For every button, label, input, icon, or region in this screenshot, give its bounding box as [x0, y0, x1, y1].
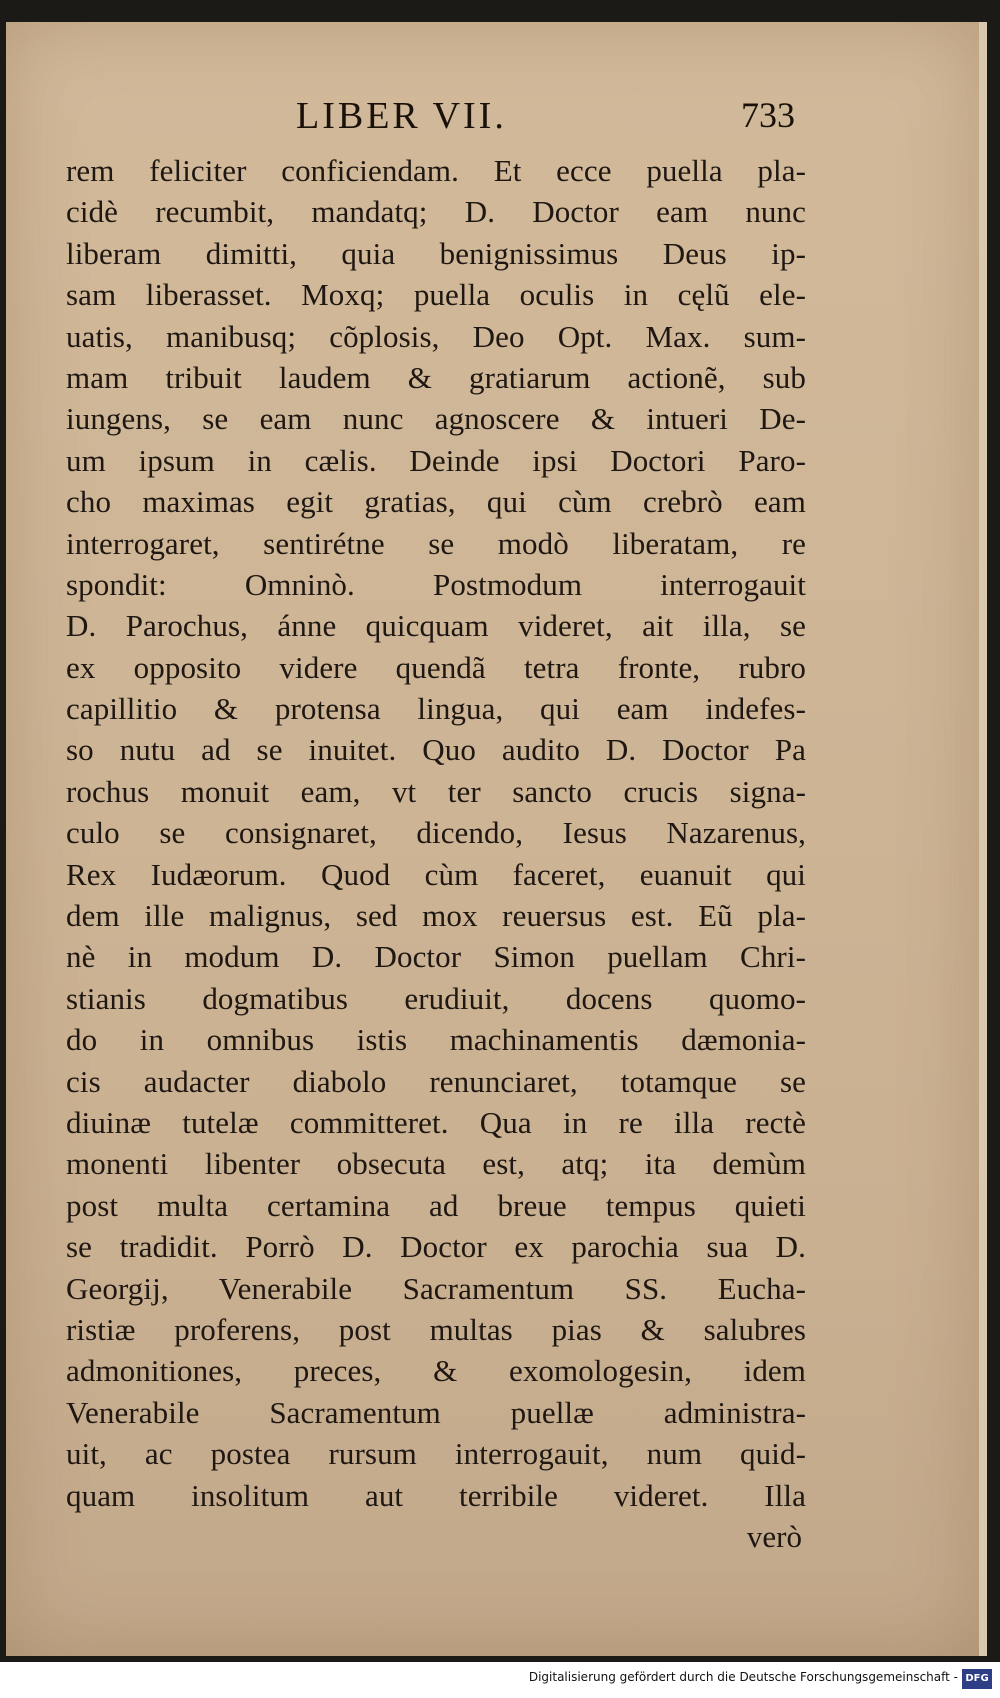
text-line: sam liberasset. Moxq; puella oculis in cęlũ ele- — [66, 277, 806, 313]
text-line: ristiæ proferens, post multas pias & salubres — [66, 1311, 806, 1347]
text-line: stianis dogmatibus erudiuit, docens quomo- — [66, 980, 806, 1016]
text-line: ex opposito videre quendã tetra fronte, rubro — [66, 649, 806, 685]
text-line: interrogaret, sentirétne se modò liberatam, re — [66, 525, 806, 561]
page-number: 733 — [741, 95, 795, 135]
text-line: so nutu ad se inuitet. Quo audito D. Doctor Pa — [66, 732, 806, 768]
text-line: do in omnibus istis machinamentis dæmonia- — [66, 1022, 806, 1058]
text-line: spondit: Omninò. Postmodum interrogauit — [66, 566, 806, 602]
text-line: monenti libenter obsecuta est, atq; ita demùm — [66, 1146, 806, 1182]
dfg-logo: DFG — [962, 1669, 992, 1689]
text-line: D. Parochus, ánne quicquam videret, ait illa, se — [66, 608, 806, 644]
text-line: Georgij, Venerabile Sacramentum SS. Eucha- — [66, 1270, 806, 1306]
text-line: diuinæ tutelæ committeret. Qua in re illa rectè — [66, 1104, 806, 1140]
text-line: admonitiones, preces, & exomologesin, idem — [66, 1353, 806, 1389]
text-line: cho maximas egit gratias, qui cùm crebrò eam — [66, 484, 806, 520]
text-line: se tradidit. Porrò D. Doctor ex parochia sua D. — [66, 1229, 806, 1265]
text-line: dem ille malignus, sed mox reuersus est. Eũ pla- — [66, 898, 806, 934]
text-line: nè in modum D. Doctor Simon puellam Chri- — [66, 939, 806, 975]
funding-credit: Digitalisierung gefördert durch die Deutsche Forschungsgemeinschaft - — [528, 1670, 958, 1684]
page-header — [6, 94, 979, 144]
text-line: rochus monuit eam, vt ter sancto crucis signa- — [66, 773, 806, 809]
text-line: post multa certamina ad breue tempus quieti — [66, 1187, 806, 1223]
text-line: uit, ac postea rursum interrogauit, num quid- — [66, 1436, 806, 1472]
text-line: iungens, se eam nunc agnoscere & intueri De- — [66, 401, 806, 437]
footer-bar — [0, 1662, 1000, 1698]
body-text — [66, 150, 806, 1557]
text-line: quam insolitum aut terribile videret. Illa — [66, 1477, 806, 1513]
text-line: Venerabile Sacramentum puellæ administra- — [66, 1394, 806, 1430]
text-line: um ipsum in cælis. Deinde ipsi Doctori Paro- — [66, 442, 806, 478]
text-line: culo se consignaret, dicendo, Iesus Nazarenus, — [66, 815, 806, 851]
catchword: verò — [746, 1518, 802, 1554]
text-line: cidè recumbit, mandatq; D. Doctor eam nunc — [66, 194, 806, 230]
text-line: Rex Iudæorum. Quod cùm faceret, euanuit qui — [66, 856, 806, 892]
text-line: mam tribuit laudem & gratiarum actionẽ, sub — [66, 359, 806, 395]
text-line: capillitio & protensa lingua, qui eam indefes- — [66, 691, 806, 727]
text-line: liberam dimitti, quia benignissimus Deus ip- — [66, 235, 806, 271]
book-page — [6, 22, 987, 1656]
text-line: rem feliciter conficiendam. Et ecce puella pla- — [66, 153, 806, 188]
text-line: uatis, manibusq; cõplosis, Deo Opt. Max. sum- — [66, 318, 806, 354]
running-title: LIBER VII. — [296, 95, 507, 137]
text-line: cis audacter diabolo renunciaret, totamque se — [66, 1063, 806, 1099]
